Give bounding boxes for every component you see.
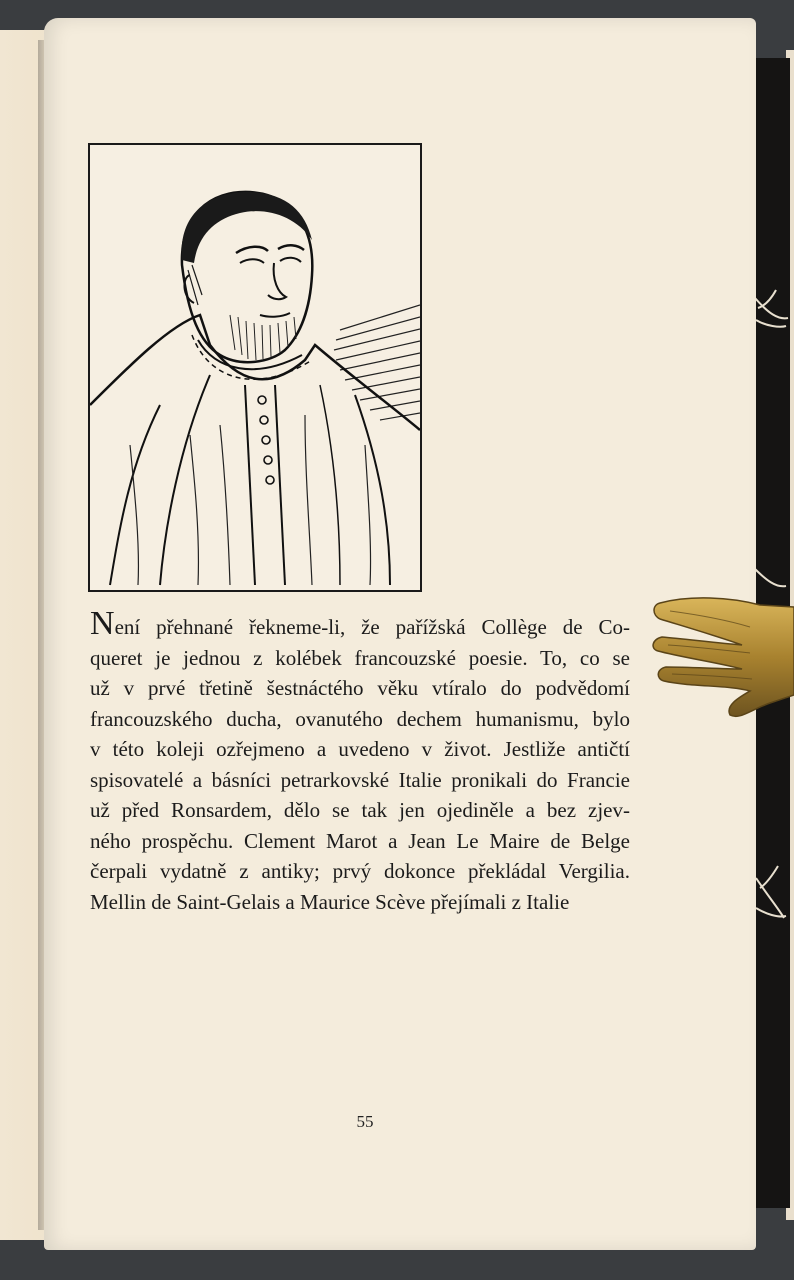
text-line-10: Mellin de Saint-Gelais a Maurice Scève přejímali z Italie bbox=[90, 889, 570, 914]
text-line-8: ného prospěchu. Clement Marot a Jean Le Maire de Belge bbox=[90, 828, 630, 853]
text-line-1: Není přehnané řekneme-li, že pařížská Collège de Co- bbox=[90, 605, 630, 642]
page-number: 55 bbox=[356, 1112, 374, 1131]
text-line-5: v této koleji ozřejmeno a uvedeno v život. Jestliže antičtí bbox=[90, 737, 630, 761]
brass-hand-page-holder bbox=[650, 585, 794, 725]
text-line-3: už v prvé třetině šestnáctého věku vtíralo do podvědomí bbox=[90, 676, 630, 700]
text-line-9: čerpali vydatně z antiky; prvý dokonce překládal Vergilia. bbox=[90, 859, 630, 883]
woodcut-portrait bbox=[88, 143, 422, 592]
text-line-7: už před Ronsardem, dělo se tak jen ojediněle a bez zjev- bbox=[90, 798, 630, 822]
text-line-6: spisovatelé a básníci petrarkovské Italie pronikali do Francie bbox=[90, 767, 630, 792]
initial-letter: N bbox=[90, 605, 115, 642]
body-paragraph bbox=[90, 605, 630, 917]
text-line-2: queret je jednou z kolébek francouzské poesie. To, co se bbox=[90, 645, 630, 670]
text-line-4: francouzského ducha, ovanutého dechem humanismu, bylo bbox=[90, 706, 630, 731]
